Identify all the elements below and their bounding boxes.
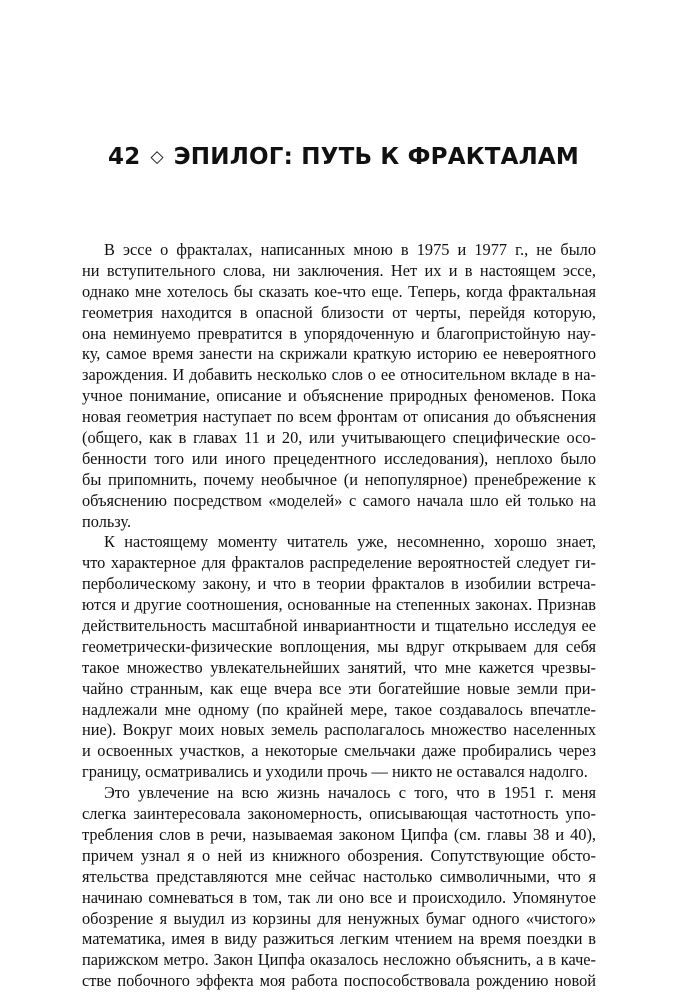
paragraph-1-line: В эссе о фракталах, написанных мною в 1975 и 1977 г., не было <box>104 240 596 259</box>
paragraph-3-line: ятельства представляются мне сейчас настолько символичными, что я <box>82 866 596 886</box>
paragraph-2-line: и освоенных участков, а некоторые смельчаки даже пробирались через <box>82 741 596 761</box>
paragraph-3-line: слегка заинтересовала закономерность, описывающая частотность упо- <box>82 804 596 824</box>
paragraph-3-line: обозрение я выудил из корзины для ненужных бумаг одного «чистого» <box>82 908 596 928</box>
paragraph-2-line: ние). Вокруг моих новых земель располагалось множество населенных <box>82 720 596 740</box>
paragraph-3-line: парижском метро. Закон Ципфа оказалось несложно объяснить, а в каче- <box>82 950 596 970</box>
paragraph-2-line: геометрически-физические воплощения, мы вдруг открываем для себя <box>82 636 596 656</box>
paragraph-3-line: начинаю сомневаться в том, так ли оно все и происходило. Упомянутое <box>82 887 596 907</box>
paragraph-2-line: что характерное для фракталов распределение вероятностей следует ги- <box>82 553 596 573</box>
paragraph-1-line: бенности того или иного прецедентного исследования), неплохо было <box>82 448 596 468</box>
body-text <box>82 240 596 992</box>
paragraph-1-line: зарождения. И добавить несколько слов о ее относительном вкладе в на- <box>82 365 596 385</box>
chapter-heading <box>0 144 687 170</box>
chapter-number: 42 <box>108 144 141 170</box>
paragraph-3-line: математика, имея в виду разжиться легким чтением на время поездки в <box>82 929 596 949</box>
diamond-icon: ◇ <box>150 147 164 167</box>
chapter-title: ЭПИЛОГ: ПУТЬ К ФРАКТАЛАМ <box>173 144 579 170</box>
paragraph-2-line: действительность масштабной инвариантности и тщательно исследуя ее <box>82 616 596 636</box>
paragraph-1-line: однако мне хотелось бы сказать кое-что еще. Теперь, когда фрактальная <box>82 281 596 301</box>
paragraph-1-line: она неминуемо превратится в упорядоченную и благопристойную нау- <box>82 323 596 343</box>
paragraph-1-line: пользу. <box>82 511 132 531</box>
paragraph-1-line: новая геометрия наступает по всем фронтам от описания до объяснения <box>82 407 596 427</box>
paragraph-1-line: геометрия находится в опасной близости от черты, перейдя которую, <box>82 302 596 322</box>
paragraph-3-line: причем узнал я о ней из книжного обозрения. Сопутствующие обсто- <box>82 845 596 865</box>
paragraph-1-line: ку, самое время занести на скрижали краткую историю ее невероятного <box>82 344 596 364</box>
paragraph-3-line: стве побочного эффекта моя работа поспособствовала рождению новой <box>82 971 596 991</box>
paragraph-2-line: К настоящему моменту читатель уже, несомненно, хорошо знает, <box>104 532 596 552</box>
paragraph-2-line: границу, осматривались и уходили прочь — никто не оставался надолго. <box>82 762 588 782</box>
paragraph-3-line: Это увлечение на всю жизнь началось с того, что в 1951 г. меня <box>104 783 596 803</box>
paragraph-2-line: ются и другие соотношения, основанные на степенных законах. Признав <box>82 595 596 615</box>
paragraph-1-line: ни вступительного слова, ни заключения. Нет их и в настоящем эссе, <box>82 260 596 280</box>
paragraph-2-line: надлежали мне одному (по крайней мере, такое создавалось впечатле- <box>82 699 596 719</box>
paragraph-2-line: чайно странным, как еще вчера все эти богатейшие новые земли при- <box>82 678 596 698</box>
paragraph-2-line: перболическому закону, и что в теории фракталов в изобилии встреча- <box>82 574 596 594</box>
paragraph-1-line: объяснению посредством «моделей» с самого начала шло ей только на <box>82 490 596 510</box>
paragraph-2-line: такое множество увлекательнейших занятий, что мне кажется чрезвы- <box>82 657 596 677</box>
paragraph-1-line: бы припомнить, почему необычное (и непопулярное) пренебрежение к <box>82 469 596 489</box>
paragraph-1-line: учное понимание, описание и объяснение природных феноменов. Пока <box>82 386 596 406</box>
paragraph-1-line: (общего, как в главах 11 и 20, или учитывающего специфические осо- <box>82 428 596 448</box>
paragraph-3-line: требления слов в речи, называемая законом Ципфа (см. главы 38 и 40), <box>82 824 596 844</box>
